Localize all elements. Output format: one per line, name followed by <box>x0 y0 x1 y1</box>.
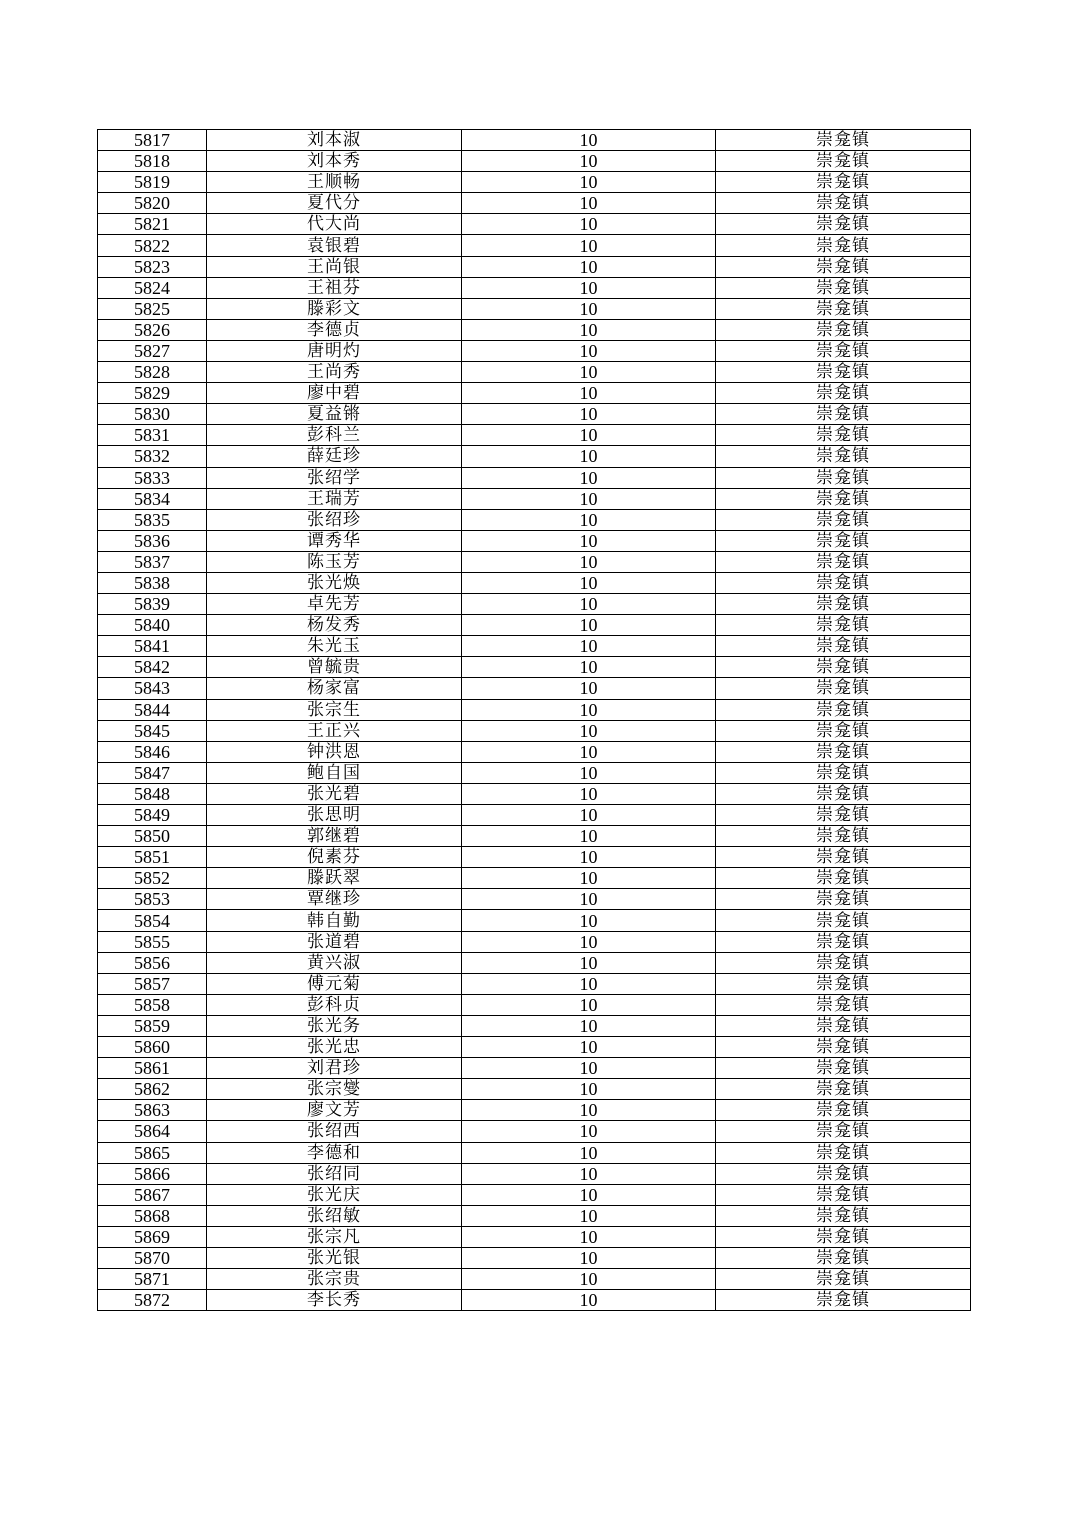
cell-name: 刘本淑 <box>207 130 462 151</box>
cell-name: 张道碧 <box>207 931 462 952</box>
cell-amount: 10 <box>462 889 716 910</box>
table-row <box>98 994 971 1015</box>
cell-name: 黄兴淑 <box>207 952 462 973</box>
table-row <box>98 467 971 488</box>
cell-town: 崇龛镇 <box>716 214 971 235</box>
cell-town: 崇龛镇 <box>716 1100 971 1121</box>
table-row <box>98 425 971 446</box>
cell-town: 崇龛镇 <box>716 805 971 826</box>
cell-amount: 10 <box>462 1121 716 1142</box>
table-row <box>98 1290 971 1311</box>
cell-amount: 10 <box>462 1163 716 1184</box>
cell-name: 廖中碧 <box>207 383 462 404</box>
cell-town: 崇龛镇 <box>716 952 971 973</box>
cell-id: 5822 <box>98 235 207 256</box>
table-row <box>98 1079 971 1100</box>
cell-name: 张绍同 <box>207 1163 462 1184</box>
cell-id: 5848 <box>98 783 207 804</box>
table-row <box>98 826 971 847</box>
cell-id: 5861 <box>98 1058 207 1079</box>
cell-town: 崇龛镇 <box>716 319 971 340</box>
cell-name: 钟洪恩 <box>207 741 462 762</box>
cell-name: 李德贞 <box>207 319 462 340</box>
cell-id: 5847 <box>98 762 207 783</box>
cell-name: 张绍西 <box>207 1121 462 1142</box>
cell-town: 崇龛镇 <box>716 1163 971 1184</box>
cell-name: 廖文芳 <box>207 1100 462 1121</box>
table-row <box>98 720 971 741</box>
cell-town: 崇龛镇 <box>716 383 971 404</box>
cell-id: 5827 <box>98 340 207 361</box>
cell-town: 崇龛镇 <box>716 1142 971 1163</box>
cell-name: 倪素芬 <box>207 847 462 868</box>
cell-name: 王祖芬 <box>207 277 462 298</box>
cell-name: 滕跃翠 <box>207 868 462 889</box>
cell-name: 卓先芳 <box>207 594 462 615</box>
cell-amount: 10 <box>462 340 716 361</box>
cell-town: 崇龛镇 <box>716 193 971 214</box>
cell-name: 张光务 <box>207 1015 462 1036</box>
cell-town: 崇龛镇 <box>716 1058 971 1079</box>
cell-amount: 10 <box>462 847 716 868</box>
cell-town: 崇龛镇 <box>716 678 971 699</box>
cell-id: 5834 <box>98 488 207 509</box>
cell-town: 崇龛镇 <box>716 340 971 361</box>
table-row <box>98 952 971 973</box>
cell-id: 5858 <box>98 994 207 1015</box>
cell-id: 5852 <box>98 868 207 889</box>
table-row <box>98 214 971 235</box>
cell-id: 5826 <box>98 319 207 340</box>
table-row <box>98 509 971 530</box>
cell-amount: 10 <box>462 1247 716 1268</box>
cell-amount: 10 <box>462 425 716 446</box>
cell-amount: 10 <box>462 572 716 593</box>
cell-name: 覃继珍 <box>207 889 462 910</box>
cell-name: 李长秀 <box>207 1290 462 1311</box>
cell-amount: 10 <box>462 446 716 467</box>
cell-name: 张宗燮 <box>207 1079 462 1100</box>
table-row <box>98 741 971 762</box>
cell-name: 刘本秀 <box>207 151 462 172</box>
cell-id: 5857 <box>98 973 207 994</box>
cell-id: 5825 <box>98 298 207 319</box>
cell-id: 5821 <box>98 214 207 235</box>
cell-town: 崇龛镇 <box>716 277 971 298</box>
cell-amount: 10 <box>462 1015 716 1036</box>
cell-town: 崇龛镇 <box>716 1184 971 1205</box>
cell-town: 崇龛镇 <box>716 636 971 657</box>
cell-amount: 10 <box>462 151 716 172</box>
cell-town: 崇龛镇 <box>716 130 971 151</box>
cell-amount: 10 <box>462 678 716 699</box>
cell-id: 5854 <box>98 910 207 931</box>
cell-name: 杨发秀 <box>207 615 462 636</box>
cell-id: 5835 <box>98 509 207 530</box>
table-row <box>98 488 971 509</box>
cell-id: 5817 <box>98 130 207 151</box>
table-row <box>98 572 971 593</box>
table-body <box>98 130 971 1311</box>
cell-name: 彭科兰 <box>207 425 462 446</box>
cell-amount: 10 <box>462 636 716 657</box>
cell-amount: 10 <box>462 973 716 994</box>
cell-id: 5864 <box>98 1121 207 1142</box>
cell-name: 王尚银 <box>207 256 462 277</box>
cell-name: 韩自勤 <box>207 910 462 931</box>
cell-town: 崇龛镇 <box>716 1226 971 1247</box>
cell-town: 崇龛镇 <box>716 425 971 446</box>
cell-amount: 10 <box>462 1226 716 1247</box>
table-row <box>98 699 971 720</box>
cell-id: 5862 <box>98 1079 207 1100</box>
cell-amount: 10 <box>462 383 716 404</box>
cell-amount: 10 <box>462 551 716 572</box>
cell-amount: 10 <box>462 594 716 615</box>
cell-name: 王尚秀 <box>207 362 462 383</box>
table-row <box>98 277 971 298</box>
cell-town: 崇龛镇 <box>716 847 971 868</box>
cell-name: 王顺畅 <box>207 172 462 193</box>
cell-id: 5846 <box>98 741 207 762</box>
table-row <box>98 446 971 467</box>
table-row <box>98 298 971 319</box>
cell-id: 5859 <box>98 1015 207 1036</box>
cell-town: 崇龛镇 <box>716 488 971 509</box>
cell-name: 张思明 <box>207 805 462 826</box>
cell-town: 崇龛镇 <box>716 910 971 931</box>
cell-town: 崇龛镇 <box>716 256 971 277</box>
table-row <box>98 1226 971 1247</box>
cell-id: 5855 <box>98 931 207 952</box>
cell-amount: 10 <box>462 994 716 1015</box>
table-row <box>98 657 971 678</box>
cell-amount: 10 <box>462 298 716 319</box>
cell-name: 张宗生 <box>207 699 462 720</box>
cell-town: 崇龛镇 <box>716 572 971 593</box>
cell-id: 5844 <box>98 699 207 720</box>
table-row <box>98 256 971 277</box>
cell-id: 5820 <box>98 193 207 214</box>
cell-id: 5836 <box>98 530 207 551</box>
cell-amount: 10 <box>462 741 716 762</box>
cell-town: 崇龛镇 <box>716 404 971 425</box>
table-row <box>98 172 971 193</box>
cell-id: 5829 <box>98 383 207 404</box>
cell-id: 5860 <box>98 1037 207 1058</box>
cell-amount: 10 <box>462 256 716 277</box>
cell-id: 5851 <box>98 847 207 868</box>
table-row <box>98 762 971 783</box>
table-row <box>98 636 971 657</box>
cell-name: 傅元菊 <box>207 973 462 994</box>
cell-id: 5833 <box>98 467 207 488</box>
cell-town: 崇龛镇 <box>716 1079 971 1100</box>
cell-amount: 10 <box>462 657 716 678</box>
cell-name: 张宗凡 <box>207 1226 462 1247</box>
cell-name: 代大尚 <box>207 214 462 235</box>
cell-amount: 10 <box>462 277 716 298</box>
cell-town: 崇龛镇 <box>716 1037 971 1058</box>
cell-town: 崇龛镇 <box>716 1015 971 1036</box>
cell-name: 彭科贞 <box>207 994 462 1015</box>
cell-amount: 10 <box>462 509 716 530</box>
cell-amount: 10 <box>462 1058 716 1079</box>
table-row <box>98 1205 971 1226</box>
table-row <box>98 193 971 214</box>
cell-amount: 10 <box>462 530 716 551</box>
table-row <box>98 530 971 551</box>
cell-town: 崇龛镇 <box>716 720 971 741</box>
table-row <box>98 404 971 425</box>
table-row <box>98 1142 971 1163</box>
table-row <box>98 1247 971 1268</box>
cell-town: 崇龛镇 <box>716 551 971 572</box>
cell-town: 崇龛镇 <box>716 1205 971 1226</box>
table-row <box>98 615 971 636</box>
cell-town: 崇龛镇 <box>716 826 971 847</box>
cell-town: 崇龛镇 <box>716 1121 971 1142</box>
table-row <box>98 678 971 699</box>
cell-id: 5863 <box>98 1100 207 1121</box>
cell-name: 朱光玉 <box>207 636 462 657</box>
table-row <box>98 130 971 151</box>
cell-name: 刘君珍 <box>207 1058 462 1079</box>
cell-id: 5828 <box>98 362 207 383</box>
cell-town: 崇龛镇 <box>716 931 971 952</box>
cell-town: 崇龛镇 <box>716 741 971 762</box>
cell-amount: 10 <box>462 868 716 889</box>
cell-id: 5849 <box>98 805 207 826</box>
cell-amount: 10 <box>462 931 716 952</box>
cell-id: 5870 <box>98 1247 207 1268</box>
table-row <box>98 1269 971 1290</box>
cell-amount: 10 <box>462 1037 716 1058</box>
cell-name: 张绍学 <box>207 467 462 488</box>
cell-name: 夏代分 <box>207 193 462 214</box>
cell-amount: 10 <box>462 910 716 931</box>
cell-name: 曾毓贵 <box>207 657 462 678</box>
cell-id: 5838 <box>98 572 207 593</box>
cell-amount: 10 <box>462 1205 716 1226</box>
cell-town: 崇龛镇 <box>716 530 971 551</box>
table-row <box>98 973 971 994</box>
cell-name: 王瑞芳 <box>207 488 462 509</box>
cell-town: 崇龛镇 <box>716 889 971 910</box>
cell-id: 5840 <box>98 615 207 636</box>
cell-town: 崇龛镇 <box>716 509 971 530</box>
cell-id: 5866 <box>98 1163 207 1184</box>
table-row <box>98 383 971 404</box>
cell-id: 5871 <box>98 1269 207 1290</box>
table-row <box>98 151 971 172</box>
cell-id: 5869 <box>98 1226 207 1247</box>
cell-id: 5868 <box>98 1205 207 1226</box>
cell-amount: 10 <box>462 615 716 636</box>
cell-name: 陈玉芳 <box>207 551 462 572</box>
cell-name: 郭继碧 <box>207 826 462 847</box>
table-row <box>98 1100 971 1121</box>
cell-name: 张光庆 <box>207 1184 462 1205</box>
cell-amount: 10 <box>462 952 716 973</box>
table-row <box>98 235 971 256</box>
cell-id: 5831 <box>98 425 207 446</box>
table-row <box>98 1121 971 1142</box>
cell-amount: 10 <box>462 1079 716 1100</box>
table-row <box>98 362 971 383</box>
cell-name: 张光焕 <box>207 572 462 593</box>
cell-town: 崇龛镇 <box>716 615 971 636</box>
table-row <box>98 1015 971 1036</box>
cell-name: 袁银碧 <box>207 235 462 256</box>
cell-town: 崇龛镇 <box>716 994 971 1015</box>
cell-id: 5865 <box>98 1142 207 1163</box>
cell-town: 崇龛镇 <box>716 298 971 319</box>
cell-id: 5830 <box>98 404 207 425</box>
cell-town: 崇龛镇 <box>716 467 971 488</box>
cell-amount: 10 <box>462 826 716 847</box>
cell-amount: 10 <box>462 1290 716 1311</box>
cell-amount: 10 <box>462 762 716 783</box>
cell-name: 滕彩文 <box>207 298 462 319</box>
cell-town: 崇龛镇 <box>716 762 971 783</box>
cell-name: 夏益锵 <box>207 404 462 425</box>
cell-amount: 10 <box>462 235 716 256</box>
cell-town: 崇龛镇 <box>716 973 971 994</box>
cell-id: 5850 <box>98 826 207 847</box>
table-row <box>98 1184 971 1205</box>
cell-id: 5842 <box>98 657 207 678</box>
cell-id: 5845 <box>98 720 207 741</box>
cell-id: 5872 <box>98 1290 207 1311</box>
table-row <box>98 889 971 910</box>
cell-town: 崇龛镇 <box>716 1290 971 1311</box>
cell-id: 5841 <box>98 636 207 657</box>
cell-id: 5832 <box>98 446 207 467</box>
table-row <box>98 319 971 340</box>
table-row <box>98 551 971 572</box>
table-row <box>98 1058 971 1079</box>
cell-name: 杨家富 <box>207 678 462 699</box>
cell-amount: 10 <box>462 319 716 340</box>
cell-amount: 10 <box>462 214 716 235</box>
cell-amount: 10 <box>462 488 716 509</box>
cell-amount: 10 <box>462 467 716 488</box>
cell-amount: 10 <box>462 1184 716 1205</box>
cell-name: 王正兴 <box>207 720 462 741</box>
cell-id: 5823 <box>98 256 207 277</box>
cell-id: 5856 <box>98 952 207 973</box>
table-row <box>98 1163 971 1184</box>
data-table <box>97 129 971 1311</box>
table-row <box>98 340 971 361</box>
cell-amount: 10 <box>462 362 716 383</box>
cell-town: 崇龛镇 <box>716 594 971 615</box>
cell-town: 崇龛镇 <box>716 235 971 256</box>
table-row <box>98 783 971 804</box>
cell-id: 5819 <box>98 172 207 193</box>
cell-amount: 10 <box>462 1269 716 1290</box>
cell-amount: 10 <box>462 193 716 214</box>
cell-id: 5839 <box>98 594 207 615</box>
cell-name: 李德和 <box>207 1142 462 1163</box>
cell-amount: 10 <box>462 805 716 826</box>
cell-town: 崇龛镇 <box>716 172 971 193</box>
cell-name: 张光碧 <box>207 783 462 804</box>
cell-name: 张光忠 <box>207 1037 462 1058</box>
cell-amount: 10 <box>462 1100 716 1121</box>
cell-town: 崇龛镇 <box>716 868 971 889</box>
cell-id: 5853 <box>98 889 207 910</box>
cell-id: 5867 <box>98 1184 207 1205</box>
cell-amount: 10 <box>462 699 716 720</box>
cell-town: 崇龛镇 <box>716 699 971 720</box>
cell-town: 崇龛镇 <box>716 657 971 678</box>
cell-amount: 10 <box>462 172 716 193</box>
cell-amount: 10 <box>462 1142 716 1163</box>
cell-town: 崇龛镇 <box>716 1247 971 1268</box>
cell-id: 5824 <box>98 277 207 298</box>
cell-name: 张光银 <box>207 1247 462 1268</box>
cell-name: 唐明灼 <box>207 340 462 361</box>
cell-town: 崇龛镇 <box>716 362 971 383</box>
cell-name: 张绍敏 <box>207 1205 462 1226</box>
table-row <box>98 931 971 952</box>
table-row <box>98 910 971 931</box>
table-row <box>98 594 971 615</box>
cell-id: 5837 <box>98 551 207 572</box>
cell-name: 谭秀华 <box>207 530 462 551</box>
table-row <box>98 805 971 826</box>
cell-amount: 10 <box>462 130 716 151</box>
cell-name: 鲍自国 <box>207 762 462 783</box>
cell-id: 5843 <box>98 678 207 699</box>
cell-name: 薛廷珍 <box>207 446 462 467</box>
cell-town: 崇龛镇 <box>716 151 971 172</box>
cell-amount: 10 <box>462 720 716 741</box>
cell-name: 张绍珍 <box>207 509 462 530</box>
cell-town: 崇龛镇 <box>716 446 971 467</box>
table-row <box>98 847 971 868</box>
cell-amount: 10 <box>462 783 716 804</box>
cell-town: 崇龛镇 <box>716 783 971 804</box>
cell-name: 张宗贵 <box>207 1269 462 1290</box>
cell-town: 崇龛镇 <box>716 1269 971 1290</box>
cell-id: 5818 <box>98 151 207 172</box>
table-row <box>98 1037 971 1058</box>
table-row <box>98 868 971 889</box>
cell-amount: 10 <box>462 404 716 425</box>
